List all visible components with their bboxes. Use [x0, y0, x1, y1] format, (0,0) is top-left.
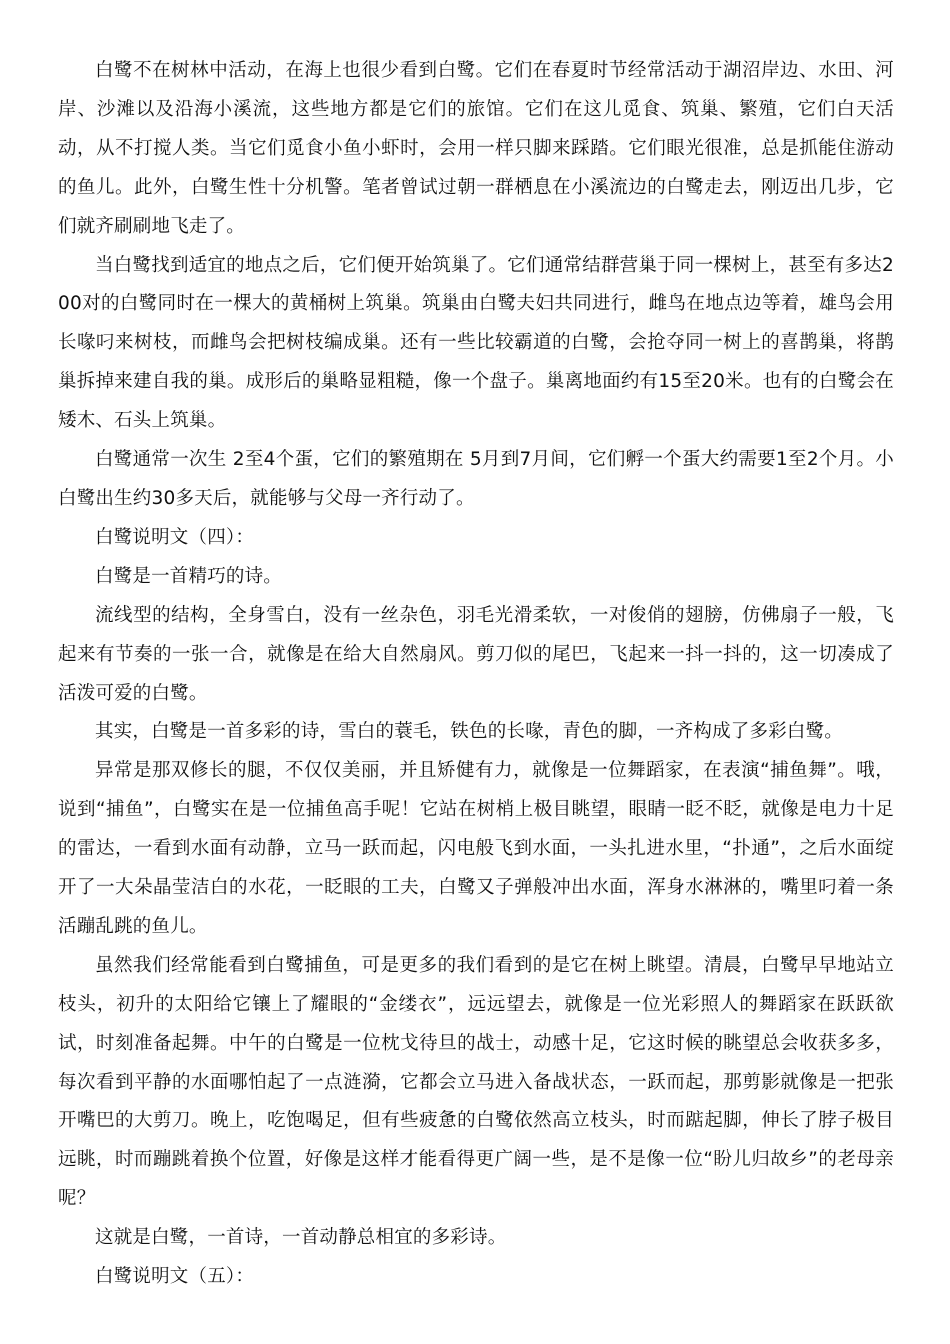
paragraph-habitat: 白鹭不在树林中活动，在海上也很少看到白鹭。它们在春夏时节经常活动于湖沼岸边、水田、河岸、沙滩以及沿海小溪流，这些地方都是它们的旅馆。它们在这儿觅食、筑巢、繁殖，它们白天活动，从不打搅人类。当它们觅食小鱼小虾时，会用一样只脚来踩踏。它们眼光很准，总是抓能住游动的鱼儿。此外，白鹭生性十分机警。笔者曾试过朝一群栖息在小溪流边的白鹭走去，刚迈出几步，它们就齐刷刷地飞走了。 [58, 60, 894, 237]
paragraph-conclusion: 这就是白鹭，一首诗，一首动静总相宜的多彩诗。 [95, 1227, 507, 1249]
document-body [58, 52, 894, 1297]
paragraph-structure: 流线型的结构，全身雪白，没有一丝杂色，羽毛光滑柔软，一对俊俏的翅膀，仿佛扇子一般，飞起来有节奏的一张一合，就像是在给大自然扇风。剪刀似的尾巴，飞起来一抖一抖的，这一切凑成了活泼可爱的白鹭。 [58, 604, 894, 704]
paragraph-breeding: 白鹭通常一次生 2至4个蛋，它们的繁殖期在 5月到7月间，它们孵一个蛋大约需要1至2个月。小白鹭出生约30多天后，就能够与父母一齐行动了。 [58, 449, 894, 509]
paragraph-colors: 其实，白鹭是一首多彩的诗，雪白的蓑毛，铁色的长喙，青色的脚，一齐构成了多彩白鹭。 [95, 721, 844, 743]
paragraph-fishing: 异常是那双修长的腿，不仅仅美丽，并且矫健有力，就像是一位舞蹈家，在表演“捕鱼舞”。哦，说到“捕鱼”，白鹭实在是一位捕鱼高手呢！它站在树梢上极目眺望，眼睛一眨不眨，就像是电力十足的雷达，一看到水面有动静，立马一跃而起，闪电般飞到水面，一头扎进水里，“扑通”，之后水面绽开了一大朵晶莹洁白的水花，一眨眼的工夫，白鹭又子弹般冲出水面，浑身水淋淋的，嘴里叼着一条活蹦乱跳的鱼儿。 [58, 760, 894, 937]
paragraph-poem-intro: 白鹭是一首精巧的诗。 [95, 565, 283, 587]
paragraph-nesting: 当白鹭找到适宜的地点之后，它们便开始筑巢了。它们通常结群营巢于同一棵树上，甚至有多达200对的白鹭同时在一棵大的黄桶树上筑巢。筑巢由白鹭夫妇共同进行，雌鸟在地点边等着，雄鸟会用长喙叼来树枝，而雌鸟会把树枝编成巢。还有一些比较霸道的白鹭，会抢夺同一树上的喜鹊巢，将鹊巢拆掉来建自我的巢。成形后的巢略显粗糙，像一个盘子。巢离地面约有15至20米。也有的白鹭会在矮木、石头上筑巢。 [58, 254, 894, 432]
section-heading-five: 白鹭说明文（五）： [95, 1266, 255, 1288]
section-heading-four: 白鹭说明文（四）： [95, 526, 255, 548]
paragraph-watching: 虽然我们经常能看到白鹭捕鱼，可是更多的我们看到的是它在树上眺望。清晨，白鹭早早地站立枝头，初升的太阳给它镶上了耀眼的“金缕衣”，远远望去，就像是一位光彩照人的舞蹈家在跃跃欲试，时刻准备起舞。中午的白鹭是一位枕戈待旦的战士，动感十足，它这时候的眺望总会收获多多，每次看到平静的水面哪怕起了一点涟漪，它都会立马进入备战状态，一跃而起，那剪影就像是一把张开嘴巴的大剪刀。晚上，吃饱喝足，但有些疲惫的白鹭依然高立枝头，时而踮起脚，伸长了脖子极目远眺，时而蹦跳着换个位置，好像是这样才能看得更广阔一些，是不是像一位“盼儿归故乡”的老母亲呢？ [58, 954, 894, 1210]
